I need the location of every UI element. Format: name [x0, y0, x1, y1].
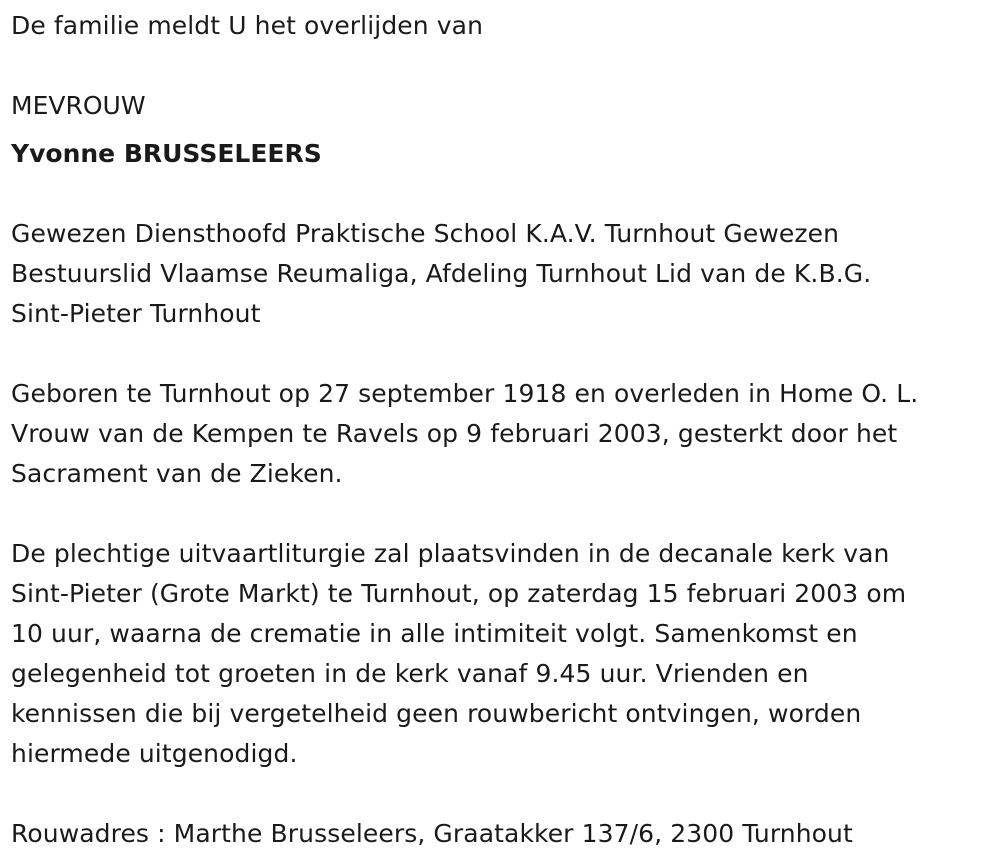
paragraph-line: Vrouw van de Kempen te Ravels op 9 februari 2003, gesterkt door het: [11, 419, 898, 448]
honorific-title: MEVROUW: [11, 91, 146, 120]
paragraph-line: Sint-Pieter Turnhout: [11, 299, 261, 328]
birth-death-paragraph: [11, 374, 991, 494]
paragraph-line: Geboren te Turnhout op 27 september 1918 en overleden in Home O. L.: [11, 379, 919, 408]
intro-text: De familie meldt U het overlijden van: [11, 11, 484, 40]
spacer: [11, 174, 991, 214]
deceased-name: Yvonne BRUSSELEERS: [11, 139, 322, 168]
paragraph-line: Gewezen Diensthoofd Praktische School K.A.V. Turnhout Gewezen: [11, 219, 840, 248]
spacer: [11, 494, 991, 534]
spacer: [11, 774, 991, 814]
paragraph-line: gelegenheid tot groeten in de kerk vanaf 9.45 uur. Vrienden en: [11, 659, 809, 688]
spacer: [11, 46, 991, 86]
death-notice: [11, 6, 991, 854]
paragraph-line: kennissen die bij vergetelheid geen rouwbericht ontvingen, worden: [11, 699, 862, 728]
funeral-paragraph: [11, 534, 991, 774]
paragraph-line: Sacrament van de Zieken.: [11, 459, 343, 488]
paragraph-line: Sint-Pieter (Grote Markt) te Turnhout, op zaterdag 15 februari 2003 om: [11, 579, 907, 608]
functions-paragraph: [11, 214, 991, 334]
paragraph-line: De plechtige uitvaartliturgie zal plaatsvinden in de decanale kerk van: [11, 539, 890, 568]
paragraph-line: Bestuurslid Vlaamse Reumaliga, Afdeling Turnhout Lid van de K.B.G.: [11, 259, 872, 288]
paragraph-line: hiermede uitgenodigd.: [11, 739, 298, 768]
paragraph-line: 10 uur, waarna de crematie in alle intimiteit volgt. Samenkomst en: [11, 619, 858, 648]
spacer: [11, 334, 991, 374]
mourning-address: Rouwadres : Marthe Brusseleers, Graatakker 137/6, 2300 Turnhout: [11, 819, 853, 848]
